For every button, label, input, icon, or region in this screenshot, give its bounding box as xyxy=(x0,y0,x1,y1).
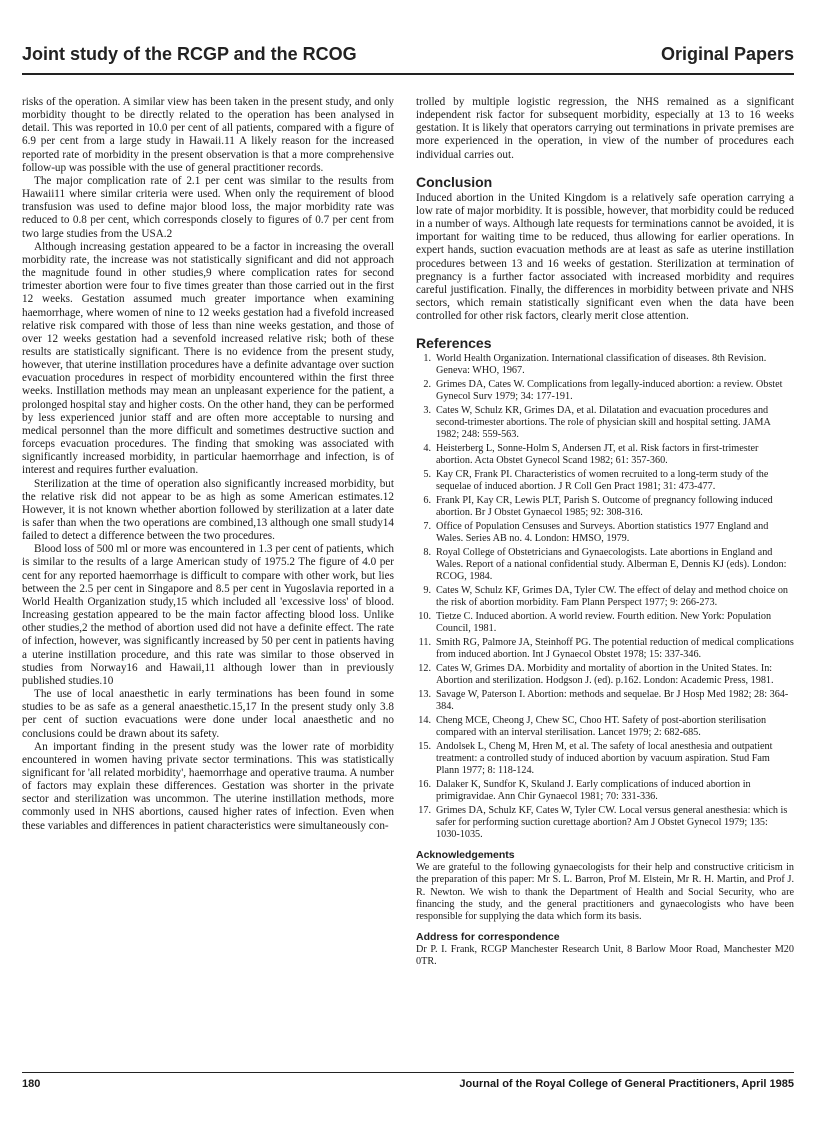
section-label: Original Papers xyxy=(660,44,794,64)
reference-item: 16. Dalaker K, Sundfor K, Skuland J. Early complications of induced abortion in primigravidae. Ann Chir Gynaecol 1981; 70: 331-336. xyxy=(418,779,751,803)
reference-item: 5. Kay CR, Frank PI. Characteristics of women recruited to a long-term study of the sequelae of induced abortion. J R Coll Gen Pract 1981; 31: 473-477. xyxy=(423,469,769,493)
reference-item: 9. Cates W, Schulz KF, Grimes DA, Tyler CW. The effect of delay and method choice on the risk of abortion morbidity. Fam Plann Perspect 1977; 9: 266-273. xyxy=(423,585,789,609)
reference-item: 4. Heisterberg L, Sonne-Holm S, Andersen JT, et al. Risk factors in first-trimester abortion. Acta Obstet Gynecol Scand 1982; 61: 357-360. xyxy=(423,443,759,467)
conclusion-heading: Conclusion xyxy=(416,173,493,190)
footer-rule xyxy=(22,1072,794,1073)
reference-item: 15. Andolsek L, Cheng M, Hren M, et al. The safety of local anesthesia and outpatient treatment: a controlled study of induced abortion by vacuum aspiration. Stud Fam Plann 1977; 8: 118-124. xyxy=(418,741,773,777)
reference-item: 12. Cates W, Grimes DA. Morbidity and mortality of abortion in the United States. In: Abortion and sterilization. Hodgson J. (ed). p.162. London: Academic Press, 1981. xyxy=(418,663,774,687)
reference-item: 11. Smith RG, Palmore JA, Steinhoff PG. The potential reduction of medical complications from induced abortion. Int J Gynaecol Obstet 1978; 15: 337-346. xyxy=(418,637,794,661)
reference-item: 3. Cates W, Schulz KR, Grimes DA, et al. Dilatation and evacuation procedures and second-trimester abortions. The role of physician skill and hospital setting. JAMA 1982; 248: 559-563. xyxy=(423,405,771,441)
body-paragraph: Sterilization at the time of operation also significantly increased morbidity, but the relative risk did not appear to be as high as some American estimates.12 However, it is not known whether abortion followed by sterilization at a later date is safer than when the two operations are combined,13 although one small study14 failed to detect a difference between the two procedures. xyxy=(22,477,394,543)
address-text: Dr P. I. Frank, RCGP Manchester Research Unit, 8 Barlow Moor Road, Manchester M20 0TR. xyxy=(416,943,794,967)
conclusion-paragraph: Induced abortion in the United Kingdom is a relatively safe operation carrying a low rate of major morbidity. It is possible, however, that morbidity could be reduced in a number of ways. Although late requests for terminations cannot be avoided, it is important for waiting time to be reduced, thus allowing for earlier operations. In expert hands, suction evacuation methods are at least as safe as uterine instillation procedures between 13 and 16 weeks of gestation. Sterilization at termination of pregnancy is a further factor associated with increased morbidity and requires careful justification. Finally, the differences in morbidity between private and NHS sectors, which remain statistically significant even when the data have been controlled for other risk factors, clearly merit close attention. xyxy=(416,191,794,323)
body-paragraph: An important finding in the present study was the lower rate of morbidity encountered in women having private sector terminations. This was statistically significant for 'all related morbidity', haemorrhage and operative trauma. A number of factors may explain these differences. Gestation was shorter in the private sector and sterilization was uncommon. The uterine instillation methods, more commonly used in NHS abortions, caused higher rates of infection. Even when these variables and differences in patient characteristics were simultaneously con- xyxy=(22,740,394,832)
left-column xyxy=(22,96,394,833)
reference-item: 17. Grimes DA, Schulz KF, Cates W, Tyler CW. Local versus general anesthesia: which is safer for performing suction curettage abortion? Am J Obstet Gynecol 1979; 135: 1030-1035. xyxy=(418,805,788,841)
reference-item: 6. Frank PI, Kay CR, Lewis PLT, Parish S. Outcome of pregnancy following induced abortion. Br J Obstet Gynaecol 1985; 92: 308-316. xyxy=(423,495,773,519)
body-paragraph: risks of the operation. A similar view has been taken in the present study, and only morbidity thought to be directly related to the operation has been analysed in detail. This was reported in 10.0 per cent of all patients, compared with a figure of 6.9 per cent from a large study in Hawaii.11 A likely reason for the increased reported rate of morbidity in the present observation is that a more comprehensive follow-up was possible with the use of general practitioner records. xyxy=(22,96,394,174)
acknowledgements-heading: Acknowledgements xyxy=(416,849,515,862)
address-heading: Address for correspondence xyxy=(416,930,560,943)
running-title: Joint study of the RCGP and the RCOG xyxy=(22,44,357,64)
reference-item: 1. World Health Organization. International classification of diseases. 8th Revision. Geneva: WHO, 1967. xyxy=(423,353,767,377)
right-column xyxy=(416,96,794,968)
header-rule xyxy=(22,73,794,75)
reference-item: 10. Tietze C. Induced abortion. A world review. Fourth edition. New York: Population Council, 1981. xyxy=(418,611,772,635)
reference-item: 8. Royal College of Obstetricians and Gynaecologists. Late abortions in England and Wales. Report of a national confidential study. Alberman E, Dennis KJ (eds). London: RCOG, 1984. xyxy=(423,547,787,583)
body-paragraph: The major complication rate of 2.1 per cent was similar to the results from Hawaii11 where similar criteria were used. When only the requirement of blood transfusion was used to define major blood loss, the major morbidity rate was reduced to 0.8 per cent, which corresponds closely to figures of 0.7 per cent from two large studies from the USA.2 xyxy=(22,174,394,240)
body-paragraph: The use of local anaesthetic in early terminations has been found in some studies to be as safe as a general anaesthetic.15,17 In the present study only 3.8 per cent of suction evacuations were done under local anaesthetic and no conclusions could be drawn about its safety. xyxy=(22,688,394,740)
reference-item: 2. Grimes DA, Cates W. Complications from legally-induced abortion: a review. Obstet Gynecol Surv 1979; 34: 177-191. xyxy=(423,379,783,403)
references-heading: References xyxy=(416,335,492,352)
body-paragraph: Blood loss of 500 ml or more was encountered in 1.3 per cent of patients, which is similar to the results of a large American study of 1975.2 The figure of 4.0 per cent for any reported haemorrhage is difficult to compare with other work, but lies between the 2.5 per cent in Singapore and 8.5 per cent in Yugoslavia reported in a World Health Organization study,15 which included all 'excessive loss' of blood. Increasing gestation appeared to be the main factor affecting blood loss. Unlike other studies,2 the method of abortion used did not have a definite effect. The rate of infection, however, was significantly increased by 50 per cent in patients having a uterine instillation procedure, and this rate was similar to those observed in studies from Norway16 and Hawaii,11 although lower than in previously published studies.10 xyxy=(22,543,394,687)
continuation-paragraph: trolled by multiple logistic regression, the NHS remained as a significant independent risk factor for subsequent morbidity, especially at 13 to 16 weeks gestation. It is likely that operators carrying out terminations in private premises are more experienced in the operation, in view of the number of procedures each individual carries out. xyxy=(416,96,794,161)
journal-citation: Journal of the Royal College of General Practitioners, April 1985 xyxy=(459,1078,794,1090)
reference-list xyxy=(416,353,794,841)
body-paragraph: Although increasing gestation appeared to be a factor in increasing the overall morbidity rate, the increase was not statistically significant and did not approach the magnitude found in other studies,9 where complication rates for second trimester abortion were four to five times greater than those carried out in the first 12 weeks. Gestation assumed much greater importance when examining haemorrhage, where women of nine to 12 weeks gestation had a fivefold increased relative risk compared with those of less than nine weeks gestation, and those of over 12 weeks gestation had a sevenfold increased relative risk; both of these results are statistically significant. There is no evidence from the present study, however, that uterine instillation procedures have a definite advantage over suction evacuation procedures in respect of morbidity encountered within the first three weeks. Instillation methods may mean an unpleasant experience for the patient, a prolonged hospital stay and higher costs. On the other hand, they can be performed by less experienced junior staff and are often more acceptable to nursing and medical personnel than the more difficult and sometimes destructive suction and forceps evacuation procedures. The finding that smoking was associated with significantly increased morbidity, in particular haemorrhage and infection, is of interest and requires further evaluation. xyxy=(22,240,394,477)
reference-item: 7. Office of Population Censuses and Surveys. Abortion statistics 1977 England and Wales. Series AB no. 4. London: HMSO, 1979. xyxy=(423,521,769,545)
acknowledgements-text: We are grateful to the following gynaecologists for their help and constructive criticism in the preparation of this paper: Mr S. L. Barron, Prof M. Elstein, Mr R. H. Martin, and Prof J. R. Newton. We wish to thank the Department of Health and Social Security, who are financing the study, and the general practitioners and gynaecologists who have been responsible for supplying the data which form its basis. xyxy=(416,862,794,922)
running-header xyxy=(22,44,794,70)
reference-item: 14. Cheng MCE, Cheong J, Chew SC, Choo HT. Safety of post-abortion sterilisation compared with an interval sterilisation. Lancet 1979; 2: 682-685. xyxy=(418,715,767,739)
page-number: 180 xyxy=(22,1078,41,1090)
reference-item: 13. Savage W, Paterson I. Abortion: methods and sequelae. Br J Hosp Med 1982; 28: 364-384. xyxy=(418,689,789,713)
